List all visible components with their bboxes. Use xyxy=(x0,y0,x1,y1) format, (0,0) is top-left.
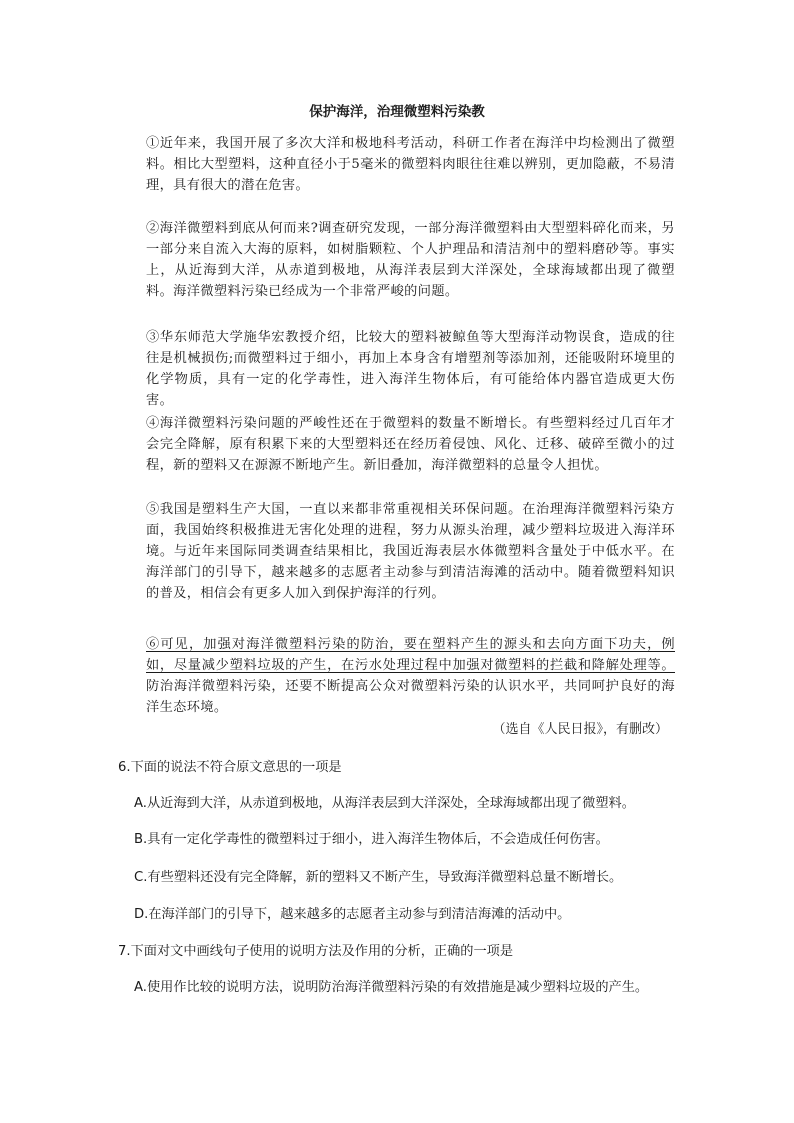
paragraph-2-text: ②海洋微塑料到底从何而来?调查研究发现，一部分海洋微塑料由大型塑料碎化而来，另一部分来自流入大海的原料，如树脂颗粒、个人护理品和清洁剂中的塑料磨砂等。事实上，从近海到大洋，从赤道到极地，从海洋表层到大洋深处，全球海域都出现了微塑料。海洋微塑料污染已经成为一个非常严峻的问题。 xyxy=(146,221,675,299)
paragraph-1 xyxy=(120,133,675,196)
underlined-sentence: ⑥可见，加强对海洋微塑料污染的防治，要在塑料产生的源头和去向方面下功夫，例如，尽量减少塑料垃圾的产生，在污水处理过程中加强对微塑料的拦截和降解处理等。 xyxy=(146,637,675,673)
paragraph-3-text: ③华东师范大学施华宏教授介绍，比较大的塑料被鲸鱼等大型海洋动物误食，造成的往往是机械损伤;而微塑料过于细小，再加上本身含有增塑剂等添加剂，还能吸附环境里的化学物质，具有一定的化学毒性，进入海洋生物体后，有可能给体内器官造成更大伤害。 xyxy=(146,330,675,408)
question-7-stem: 7.下面对文中画线句子使用的说明方法及作用的分析，正确的一项是 xyxy=(118,944,514,959)
paragraph-6-text xyxy=(120,634,675,718)
question-6-option-a: A.从近海到大洋，从赤道到极地，从海洋表层到大洋深处，全球海域都出现了微塑料。 xyxy=(134,796,635,811)
paragraph-6-rest: 防治海洋微塑料污染，还要不断提高公众对微塑料污染的认识水平，共同呵护良好的海洋生态环境。 xyxy=(146,679,675,715)
article-title: 保护海洋，治理微塑料污染教 xyxy=(309,104,485,120)
question-6-option-b: B.具有一定化学毒性的微塑料过于细小，进入海洋生物体后，不会造成任何伤害。 xyxy=(134,832,609,847)
paragraph-5-text: ⑤我国是塑料生产大国，一直以来都非常重视相关环保问题。在治理海洋微塑料污染方面，我国始终积极推进无害化处理的进程，努力从源头治理，减少塑料垃圾进入海洋环境。与近年来国际同类调查结果相比，我国近海表层水体微塑料含量处于中低水平。在海洋部门的引导下，越来越多的志愿者主动参与到清洁海滩的活动中。随着微塑料知识的普及，相信会有更多人加入到保护海洋的行列。 xyxy=(146,502,675,601)
question-7-option-a: A.使用作比较的说明方法，说明防治海洋微塑料污染的有效措施是减少塑料垃圾的产生。 xyxy=(134,980,649,995)
paragraph-2 xyxy=(120,218,675,302)
paragraph-5 xyxy=(120,499,675,604)
paragraph-4-text: ④海洋微塑料污染问题的严峻性还在于微塑料的数量不断增长。有些塑料经过几百年才会完全降解，原有积累下来的大型塑料还在经历着侵蚀、风化、迁移、破碎至微小的过程，新的塑料又在源源不断地产生。新旧叠加，海洋微塑料的总量令人担忧。 xyxy=(146,416,675,473)
paragraph-3 xyxy=(120,327,675,411)
source-note: （选自《人民日报》，有删改） xyxy=(492,722,668,737)
paragraph-4 xyxy=(120,413,675,476)
question-6-stem: 6.下面的说法不符合原文意思的一项是 xyxy=(118,760,342,775)
paragraph-6 xyxy=(120,634,675,718)
question-6-option-c: C.有些塑料还没有完全降解，新的塑料又不断产生，导致海洋微塑料总量不断增长。 xyxy=(134,870,623,885)
paragraph-1-text: ①近年来，我国开展了多次大洋和极地科考活动，科研工作者在海洋中均检测出了微塑料。相比大型塑料，这种直径小于5毫米的微塑料肉眼往往难以辨别，更加隐蔽，不易清理，具有很大的潜在危害。 xyxy=(146,136,675,193)
question-6-option-d: D.在海洋部门的引导下，越来越多的志愿者主动参与到清洁海滩的活动中。 xyxy=(134,907,571,922)
